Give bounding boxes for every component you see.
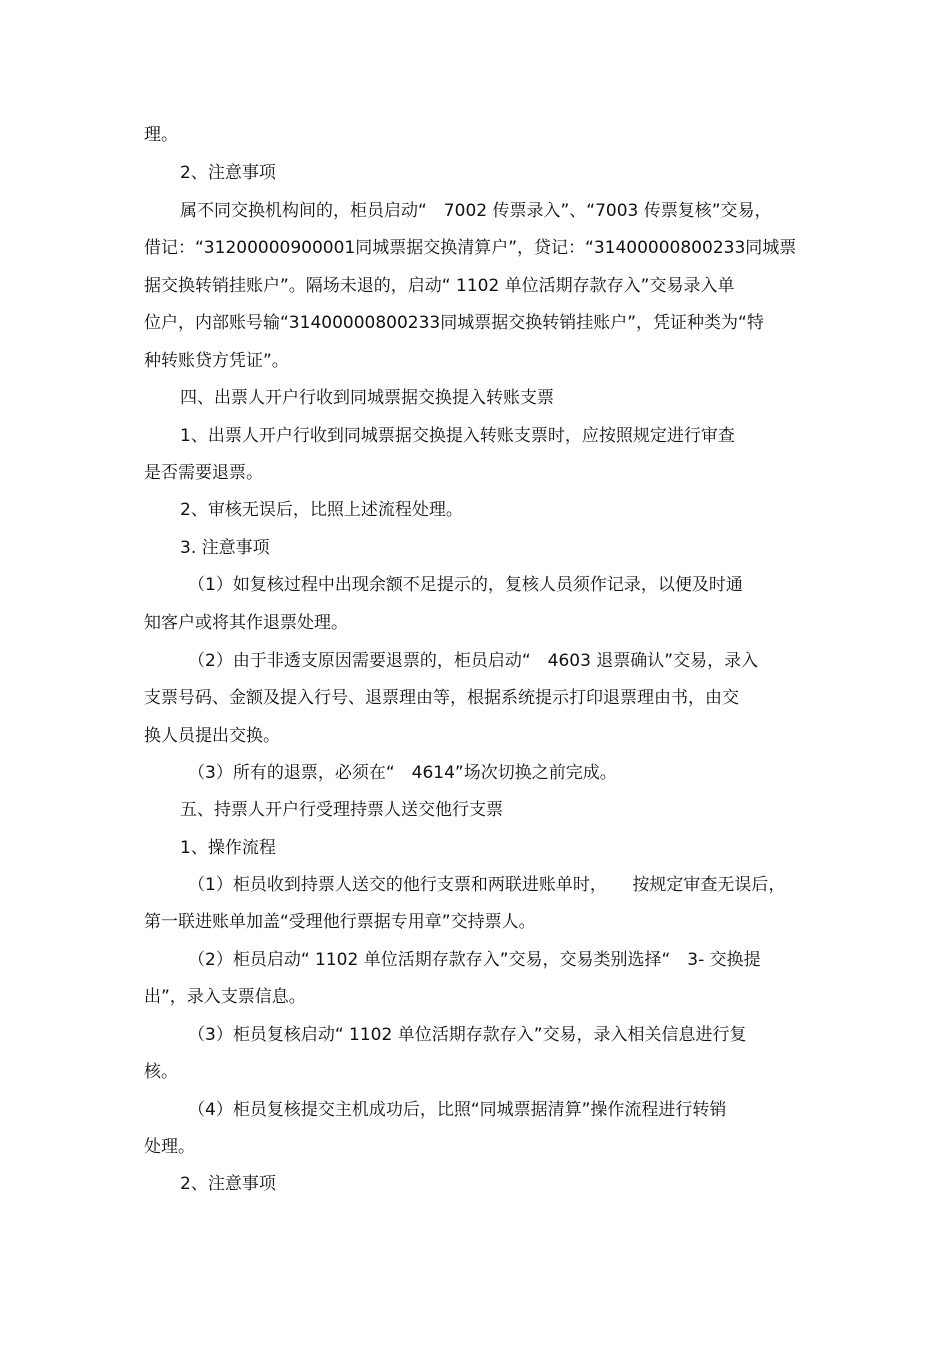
text-line: 种转账贷方凭证”。 bbox=[144, 351, 289, 371]
text-line: （1）柜员收到持票人送交的他行支票和两联进账单时， 按规定审查无误后， bbox=[188, 875, 786, 895]
text-line: 1、出票人开户行收到同城票据交换提入转账支票时，应按照规定进行审查 bbox=[180, 426, 735, 446]
text-line: 借记：“31200000900001同城票据交换清算户”，贷记：“31400000800233同城票 bbox=[144, 238, 797, 258]
section-heading: 3. 注意事项 bbox=[180, 538, 270, 558]
text-line: 理。 bbox=[144, 125, 178, 145]
text-line: （3）所有的退票，必须在“ 4614”场次切换之前完成。 bbox=[188, 763, 617, 783]
text-line: 第一联进账单加盖“受理他行票据专用章”交持票人。 bbox=[144, 912, 536, 932]
text-line: 换人员提出交换。 bbox=[144, 726, 280, 746]
section-heading: 2、注意事项 bbox=[180, 163, 276, 183]
text-line: 核。 bbox=[144, 1062, 178, 1082]
text-line: 2、审核无误后，比照上述流程处理。 bbox=[180, 500, 463, 520]
section-heading: 2、注意事项 bbox=[180, 1174, 276, 1194]
text-line: 处理。 bbox=[144, 1137, 195, 1157]
section-heading: 五、持票人开户行受理持票人送交他行支票 bbox=[180, 800, 503, 820]
section-heading: 四、出票人开户行收到同城票据交换提入转账支票 bbox=[180, 388, 554, 408]
text-line: 支票号码、金额及提入行号、退票理由等，根据系统提示打印退票理由书，由交 bbox=[144, 688, 739, 708]
text-line: 是否需要退票。 bbox=[144, 463, 263, 483]
text-line: （4）柜员复核提交主机成功后，比照“同城票据清算”操作流程进行转销 bbox=[188, 1100, 727, 1120]
text-line: 出”，录入支票信息。 bbox=[144, 987, 306, 1007]
section-heading: 1、操作流程 bbox=[180, 838, 276, 858]
text-line: 知客户或将其作退票处理。 bbox=[144, 613, 348, 633]
text-line: 据交换转销挂账户”。隔场未退的，启动“ 1102 单位活期存款存入”交易录入单 bbox=[144, 276, 735, 296]
text-line: （1）如复核过程中出现余额不足提示的，复核人员须作记录，以便及时通 bbox=[188, 575, 743, 595]
text-line: 属不同交换机构间的，柜员启动“ 7002 传票录入”、“7003 传票复核”交易， bbox=[180, 201, 772, 221]
text-line: （3）柜员复核启动“ 1102 单位活期存款存入”交易，录入相关信息进行复 bbox=[188, 1025, 747, 1045]
text-line: （2）由于非透支原因需要退票的，柜员启动“ 4603 退票确认”交易，录入 bbox=[188, 651, 759, 671]
text-line: （2）柜员启动“ 1102 单位活期存款存入”交易，交易类别选择“ 3- 交换提 bbox=[188, 950, 761, 970]
text-line: 位户，内部账号输“31400000800233同城票据交换转销挂账户”，凭证种类为“特 bbox=[144, 313, 764, 333]
